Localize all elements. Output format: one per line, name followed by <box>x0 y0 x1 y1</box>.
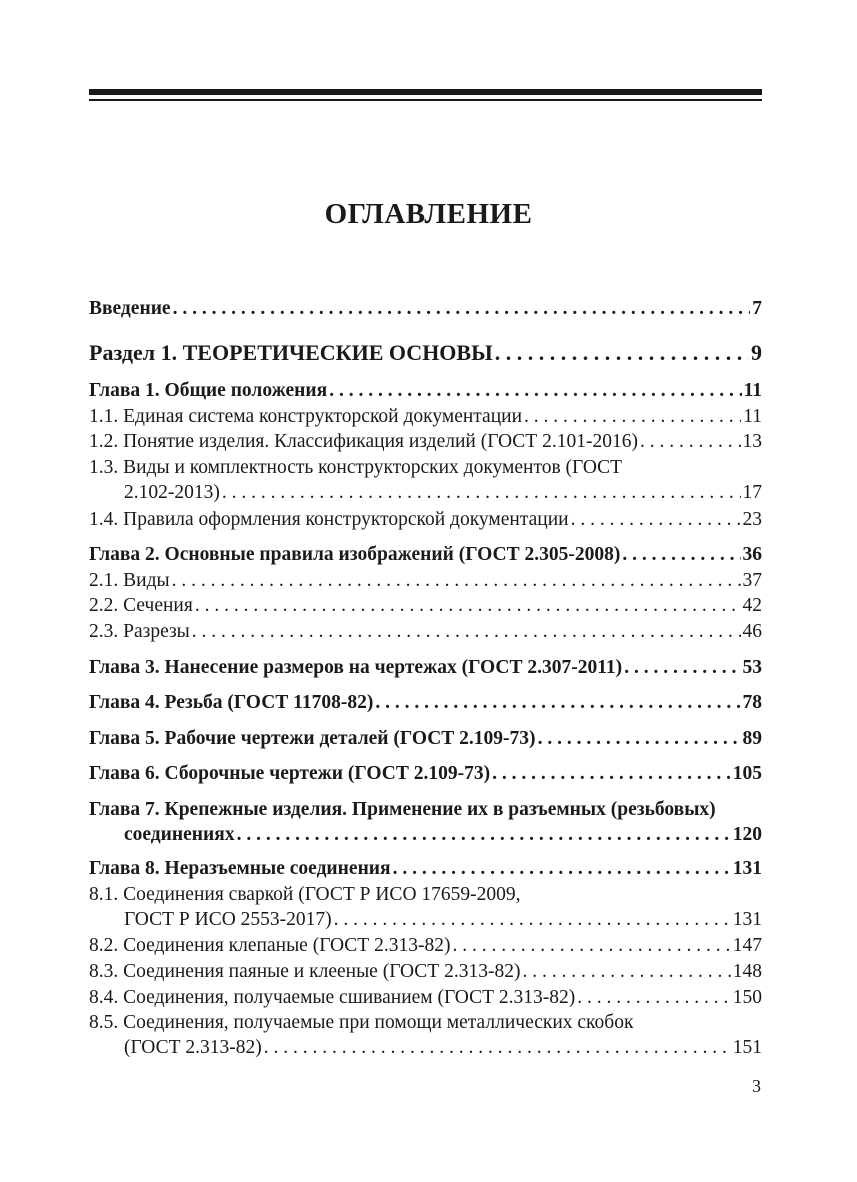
entry-title: 8.4. Соединения, получаемые сшиванием (ГОСТ 2.313-82) <box>89 987 576 1008</box>
dot-leader <box>222 480 741 505</box>
page-number: 3 <box>752 1076 761 1096</box>
entry-page: 151 <box>732 1037 762 1058</box>
entry-title: 2.3. Разрезы <box>89 621 190 642</box>
entry-title: Глава 4. Резьба (ГОСТ 11708-82) <box>89 692 374 713</box>
entry-page: 11 <box>743 380 762 401</box>
dot-leader <box>522 959 730 984</box>
toc-entry-chapter-5[interactable] <box>89 726 762 751</box>
top-rule-thin <box>89 99 762 101</box>
entry-title: ГОСТ Р ИСО 2553-2017) <box>124 909 332 930</box>
entry-title: 1.4. Правила оформления конструкторской документации <box>89 509 569 530</box>
toc-entry-chapter-7[interactable] <box>89 797 762 847</box>
dot-leader <box>329 378 741 403</box>
entry-title-line-1: 8.1. Соединения сваркой (ГОСТ Р ИСО 17659-2009, <box>89 884 521 905</box>
toc-entry-8-2[interactable] <box>89 933 762 958</box>
toc-entry-2-3[interactable] <box>89 619 762 644</box>
entry-page: 147 <box>732 935 762 956</box>
entry-page: 78 <box>742 692 762 713</box>
entry-title: Глава 8. Неразъемные соединения <box>89 858 391 879</box>
toc-entry-introduction[interactable] <box>89 296 762 321</box>
toc-entry-8-1[interactable] <box>89 882 762 932</box>
dot-leader <box>538 726 741 751</box>
entry-title: Глава 6. Сборочные чертежи (ГОСТ 2.109-73) <box>89 763 491 784</box>
toc-entry-8-3[interactable] <box>89 959 762 984</box>
dot-leader <box>393 856 731 881</box>
toc-entry-1-4[interactable] <box>89 507 762 532</box>
dot-leader <box>495 340 749 365</box>
toc-entry-section-1[interactable] <box>89 340 762 365</box>
entry-title: Раздел 1. ТЕОРЕТИЧЕСКИЕ ОСНОВЫ <box>89 340 493 365</box>
entry-page: 13 <box>742 431 762 452</box>
entry-title: 8.2. Соединения клепаные (ГОСТ 2.313-82) <box>89 935 451 956</box>
entry-title: Введение <box>89 298 171 319</box>
dot-leader <box>172 568 741 593</box>
entry-page: 148 <box>732 961 762 982</box>
toc-entry-chapter-3[interactable] <box>89 655 762 680</box>
toc-entry-1-1[interactable] <box>89 404 762 429</box>
dot-leader <box>375 690 740 715</box>
entry-title: (ГОСТ 2.313-82) <box>124 1037 262 1058</box>
toc-entry-chapter-6[interactable] <box>89 761 762 786</box>
entry-page: 131 <box>732 909 762 930</box>
entry-page: 120 <box>732 824 762 845</box>
entry-title: Глава 5. Рабочие чертежи деталей (ГОСТ 2.109-73) <box>89 728 536 749</box>
entry-page: 53 <box>742 657 762 678</box>
entry-title: 2.2. Сечения <box>89 595 193 616</box>
entry-title-line-1: 8.5. Соединения, получаемые при помощи металлических скобок <box>89 1012 634 1033</box>
entry-page: 46 <box>742 621 762 642</box>
toc-entry-chapter-4[interactable] <box>89 690 762 715</box>
dot-leader <box>640 429 741 454</box>
entry-page: 11 <box>743 406 762 427</box>
entry-title: Глава 3. Нанесение размеров на чертежах (ГОСТ 2.307-2011) <box>89 657 623 678</box>
entry-page: 89 <box>742 728 762 749</box>
entry-page: 7 <box>752 298 762 319</box>
dot-leader <box>624 655 740 680</box>
page-title: ОГЛАВЛЕНИЕ <box>324 198 533 230</box>
dot-leader <box>195 593 741 618</box>
entry-title: 1.2. Понятие изделия. Классификация изделий (ГОСТ 2.101-2016) <box>89 431 638 452</box>
entry-title: соединениях <box>124 824 235 845</box>
dot-leader <box>622 542 740 567</box>
entry-title: Глава 2. Основные правила изображений (ГОСТ 2.305-2008) <box>89 544 621 565</box>
toc-entry-2-2[interactable] <box>89 593 762 618</box>
entry-page: 36 <box>742 544 762 565</box>
toc-entry-chapter-2[interactable] <box>89 542 762 567</box>
dot-leader <box>577 985 730 1010</box>
entry-page: 23 <box>742 509 762 530</box>
dot-leader <box>192 619 741 644</box>
entry-page: 17 <box>742 482 762 503</box>
toc-entry-1-3[interactable] <box>89 455 762 505</box>
dot-leader <box>237 822 731 847</box>
entry-title: Глава 1. Общие положения <box>89 380 328 401</box>
dot-leader <box>492 761 731 786</box>
toc-entry-8-5[interactable] <box>89 1010 762 1060</box>
entry-title: 1.1. Единая система конструкторской документации <box>89 406 523 427</box>
entry-page: 131 <box>732 858 762 879</box>
entry-title-line-1: Глава 7. Крепежные изделия. Применение их в разъемных (резьбовых) <box>89 799 716 820</box>
dot-leader <box>264 1035 731 1060</box>
entry-page: 37 <box>742 570 762 591</box>
toc-entry-1-2[interactable] <box>89 429 762 454</box>
dot-leader <box>173 296 751 321</box>
dot-leader <box>334 907 731 932</box>
dot-leader <box>452 933 730 958</box>
dot-leader <box>524 404 741 429</box>
entry-title-line-1: 1.3. Виды и комплектность конструкторских документов (ГОСТ <box>89 457 623 478</box>
toc-entry-8-4[interactable] <box>89 985 762 1010</box>
top-rule-thick <box>89 89 762 95</box>
entry-page: 105 <box>732 763 762 784</box>
toc-entry-2-1[interactable] <box>89 568 762 593</box>
dot-leader <box>571 507 741 532</box>
entry-page: 42 <box>742 595 762 616</box>
entry-page: 9 <box>751 340 762 365</box>
toc-entry-chapter-1[interactable] <box>89 378 762 403</box>
entry-title: 8.3. Соединения паяные и клееные (ГОСТ 2.313-82) <box>89 961 521 982</box>
entry-title: 2.1. Виды <box>89 570 170 591</box>
entry-title: 2.102-2013) <box>124 482 220 503</box>
entry-page: 150 <box>732 987 762 1008</box>
toc-entry-chapter-8[interactable] <box>89 856 762 881</box>
